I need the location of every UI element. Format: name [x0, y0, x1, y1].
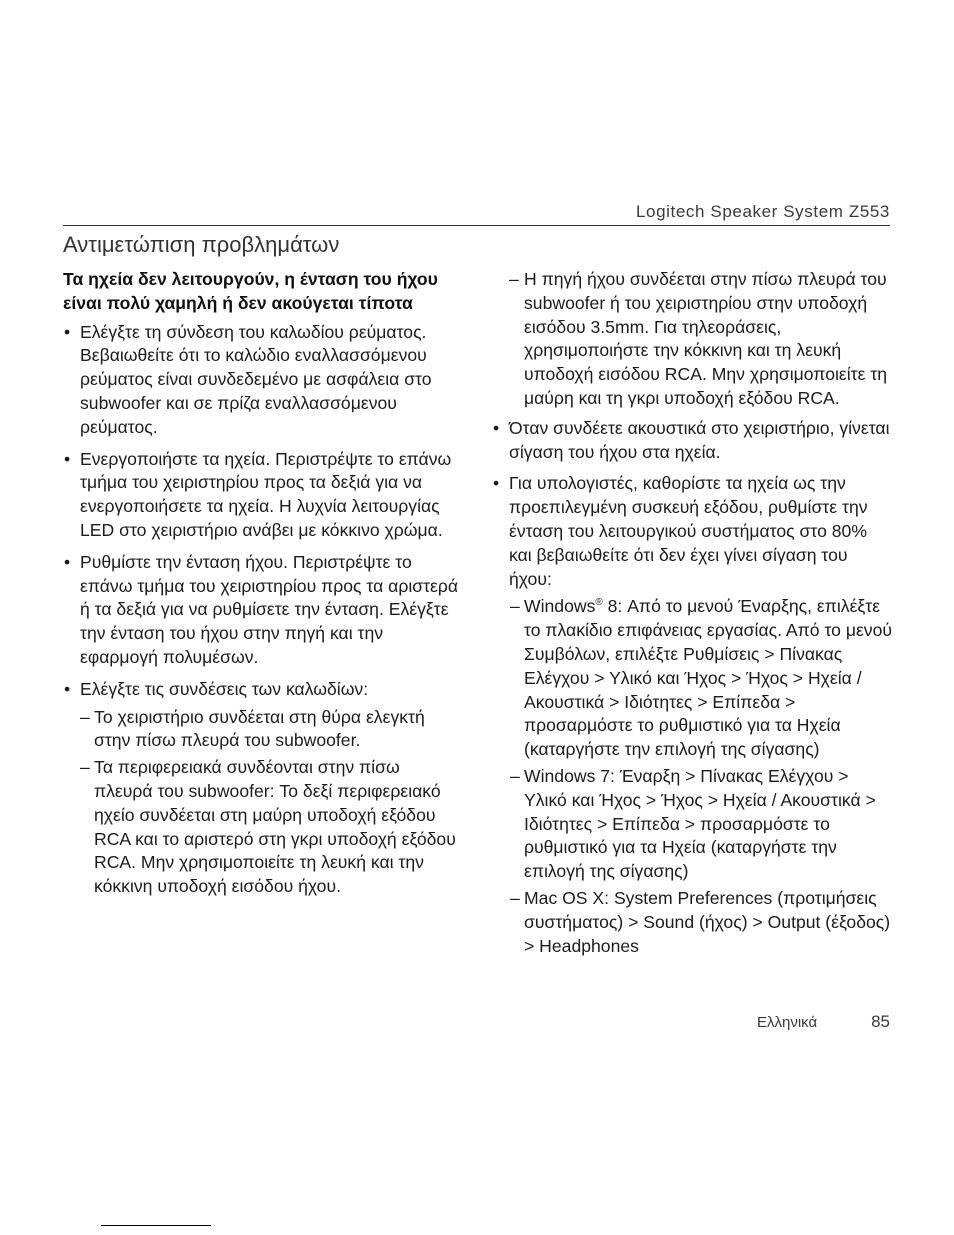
footer-language: Ελληνικά [757, 1014, 818, 1031]
bullet-text: • Ενεργοποιήστε τα ηχεία. Περιστρέψτε το επάνω τμήμα του χειριστηρίου προς τα δεξιά για να ενεργοποιήσετε τα ηχεία. Η λυχνία λειτουργίας LED στο χειριστήριο ανάβει με κόκκινο χρώμα. [80, 448, 452, 540]
sub-list-item-windows8 [493, 595, 893, 762]
product-name: Logitech Speaker System Z553 [636, 202, 890, 221]
bullet-text: • Όταν συνδέετε ακουστικά στο χειριστήριο, γίνεται σίγαση του ήχου στα ηχεία. [509, 417, 890, 462]
sub-list-item: – Η πηγή ήχου συνδέεται στην πίσω πλευρά του subwoofer ή του χειριστηρίου στην υποδοχή εισόδου 3.5mm. Για τηλεοράσεις, χρησιμοποιήστε την κόκκινη και τη λευκή υποδοχή εισόδου RCA. Μην χρησιμοποιείτε τη μαύρη και τη γκρι υποδοχή εξόδου RCA. [493, 268, 893, 411]
sub-list-item: – Το χειριστήριο συνδέεται στη θύρα ελεγκτή στην πίσω πλευρά του subwoofer. [63, 706, 463, 754]
list-item [63, 551, 463, 670]
sub-list-item-mac: – Mac OS X: System Preferences (προτιμήσεις συστήματος) > Sound (ήχος) > Output (έξοδος) > Headphones [493, 887, 893, 958]
list-item [492, 417, 893, 465]
registered-mark: ® [595, 597, 603, 609]
bullet-text: • Για υπολογιστές, καθορίστε τα ηχεία ως την προεπιλεγμένη συσκευή εξόδου, ρυθμίστε την ένταση του λειτουργικού συστήματος στο 80% και βεβαιωθείτε ότι δεν έχει γίνει σίγαση του ήχου: [509, 473, 868, 589]
problem-heading: Τα ηχεία δεν λειτουργούν, η ένταση του ήχου είναι πολύ χαμηλή ή δεν ακούγεται τίποτα [63, 269, 438, 313]
bottom-rule [101, 1225, 211, 1226]
right-column [493, 268, 893, 961]
section-title: Αντιμετώπιση προβλημάτων [63, 232, 340, 257]
left-column [63, 268, 463, 902]
windows8-prefix: Windows [524, 596, 596, 617]
list-item [492, 472, 893, 591]
list-item [63, 678, 463, 702]
list-item [63, 321, 463, 440]
bullet-text: • Ελέγξτε τις συνδέσεις των καλωδίων: [80, 678, 369, 699]
bullet-text: • Ελέγξτε τη σύνδεση του καλωδίου ρεύματος. Βεβαιωθείτε ότι το καλώδιο εναλλασσόμενου ρεύματος είναι συνδεδεμένο με ασφάλεια στο subwoofer και σε πρίζα εναλλασσόμενου ρεύματος. [80, 321, 432, 437]
windows8-text: 8: Από το μενού Έναρξης, επιλέξτε το πλακίδιο επιφάνειας εργασίας. Από το μενού Συμβόλων, επιλέξτε Ρυθμίσεις > Πίνακας Ελέγχου > Υλικό και Ήχος > Ήχος > Ηχεία / Ακουστικά > Ιδιότητες > Επίπεδα > προσαρμόστε το ρυθμιστικό για τα Ηχεία (καταργήστε την επιλογή της σίγασης) [524, 596, 892, 760]
continued-sublist [493, 268, 893, 411]
header-divider [63, 225, 890, 226]
os-sublist [493, 595, 893, 958]
list-item [63, 448, 463, 543]
sub-list-item: – Τα περιφερειακά συνδέονται στην πίσω πλευρά του subwoofer: Το δεξί περιφερειακό ηχείο συνδέεται στη μαύρη υποδοχή εξόδου RCA και το αριστερό στη γκρι υποδοχή εξόδου RCA. Μην χρησιμοποιείτε τη λευκή και την κόκκινη υποδοχή εισόδου ήχου. [63, 756, 463, 899]
bullet-text: • Ρυθμίστε την ένταση ήχου. Περιστρέψτε το επάνω τμήμα του χειριστηρίου προς τα αριστερά ή τα δεξιά για να ρυθμίσετε την ένταση. Ελέγξτε την ένταση του ήχου στην πηγή και την εφαρμογή πολυμέσων. [80, 551, 459, 667]
cable-sublist [63, 706, 463, 899]
troubleshoot-list-continued [492, 417, 893, 592]
sub-list-item-windows7: – Windows 7: Έναρξη > Πίνακας Ελέγχου > Υλικό και Ήχος > Ήχος > Ηχεία / Ακουστικά > Ιδιότητες > Επίπεδα > προσαρμόστε το ρυθμιστικό για τα Ηχεία (καταργήστε την επιλογή της σίγασης) [493, 765, 893, 884]
troubleshoot-list [63, 321, 463, 702]
page-number: 85 [871, 1012, 890, 1031]
